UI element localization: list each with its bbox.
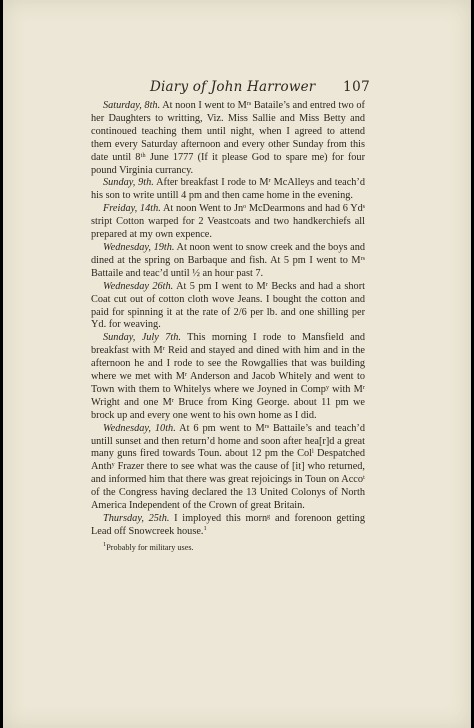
footnote-text: Probably for military uses.	[106, 542, 194, 552]
entry-text: At noon went to snow creek and the boys and dined at the spring on Barbaque and fish. At 5 pm I went to Mʳˢ Battaile and teac’d until ½ an hour past 7.	[91, 241, 365, 279]
diary-entry	[91, 177, 365, 203]
entry-date: Saturday, 8th.	[103, 100, 161, 111]
entry-date: Sunday, July 7th.	[103, 332, 181, 344]
diary-entry	[91, 332, 365, 422]
entry-date: Wednesday, 10th.	[103, 422, 176, 434]
entry-date: Wednesday, 19th.	[103, 241, 175, 253]
running-title: Diary of John Harrower	[150, 79, 316, 95]
entry-date: Freiday, 14th.	[103, 203, 161, 215]
diary-entry	[91, 513, 365, 539]
diary-entry	[91, 100, 365, 177]
footnote-reference: 1	[203, 524, 207, 532]
entry-text: At 5 pm I went to Mʳ Becks and had a short Coat cut out of cotton cloth wove Jeans. I bought the cotton and paid for spinning it at the rate of 2/6 per lb. and one shilling per Yd. for weaving.	[91, 280, 365, 331]
entry-text: At 6 pm went to Mʳˢ Battaile’s and teach’d untill sunset and then return’d home and soon after hea[r]d a great many guns fired towards Toun. about 12 pm the Colˡ Despatched Anthʸ Frazer there to see what was the cause of [it] who returned, and informed him that there was great rejoicings in Toun on Accoᵗ of the Congress having declared the 13 United Colonys of North America Independent of the Crown of great Britain.	[91, 422, 365, 512]
diary-entry	[91, 281, 365, 333]
entry-date: Thursday, 25th.	[103, 513, 170, 524]
diary-entry	[91, 423, 365, 513]
diary-entry	[91, 203, 365, 242]
entry-text: I imployed this mornᵍ and forenoon getting Lead off Snowcreek house.	[91, 513, 365, 537]
entry-date: Wednesday 26th.	[103, 280, 174, 292]
footnote-mark: 1	[103, 540, 107, 548]
entry-date: Sunday, 9th.	[103, 177, 154, 189]
entry-text: After breakfast I rode to Mʳ McAlleys and teach’d his son to write untill 4 pm and then came home in the evening.	[91, 177, 365, 202]
diary-entry	[91, 242, 365, 281]
footnote	[91, 540, 365, 553]
book-page	[3, 0, 471, 728]
entry-text: At noon I went to Mʳˢ Bataile’s and entred two of her Daughters to writting, Viz. Miss Sallie and Miss Betty and continoued teaching them until night, when I agreed to attend them every Saturday afternoon and every other Sunday from this date until 8ᵗʰ June 1777 (If it please God to spare me) for four pound Virginia currancy.	[91, 100, 365, 176]
entry-text: This morning I rode to Mansfield and breakfast with Mʳ Reid and stayed and dined with him and in the afternoon he and I rode to see the Rowgallies that was building where we met with Mʳ Anderson and Jacob Whitely and went to Town with them to Whitelys where we Joyned in Compʸ with Mʳ Wright and one Mʳ Bruce from King George. about 11 pm we brock up and every one went to his own home as I did.	[91, 332, 365, 421]
diary-text	[91, 100, 365, 561]
page-number: 107	[343, 79, 371, 95]
entry-text: At noon Went to Jnᵒ McDearmons and had 6 Ydˢ stript Cotton warped for 2 Veastcoats and two handkerchiefs all prepared at my own expence.	[91, 203, 365, 241]
